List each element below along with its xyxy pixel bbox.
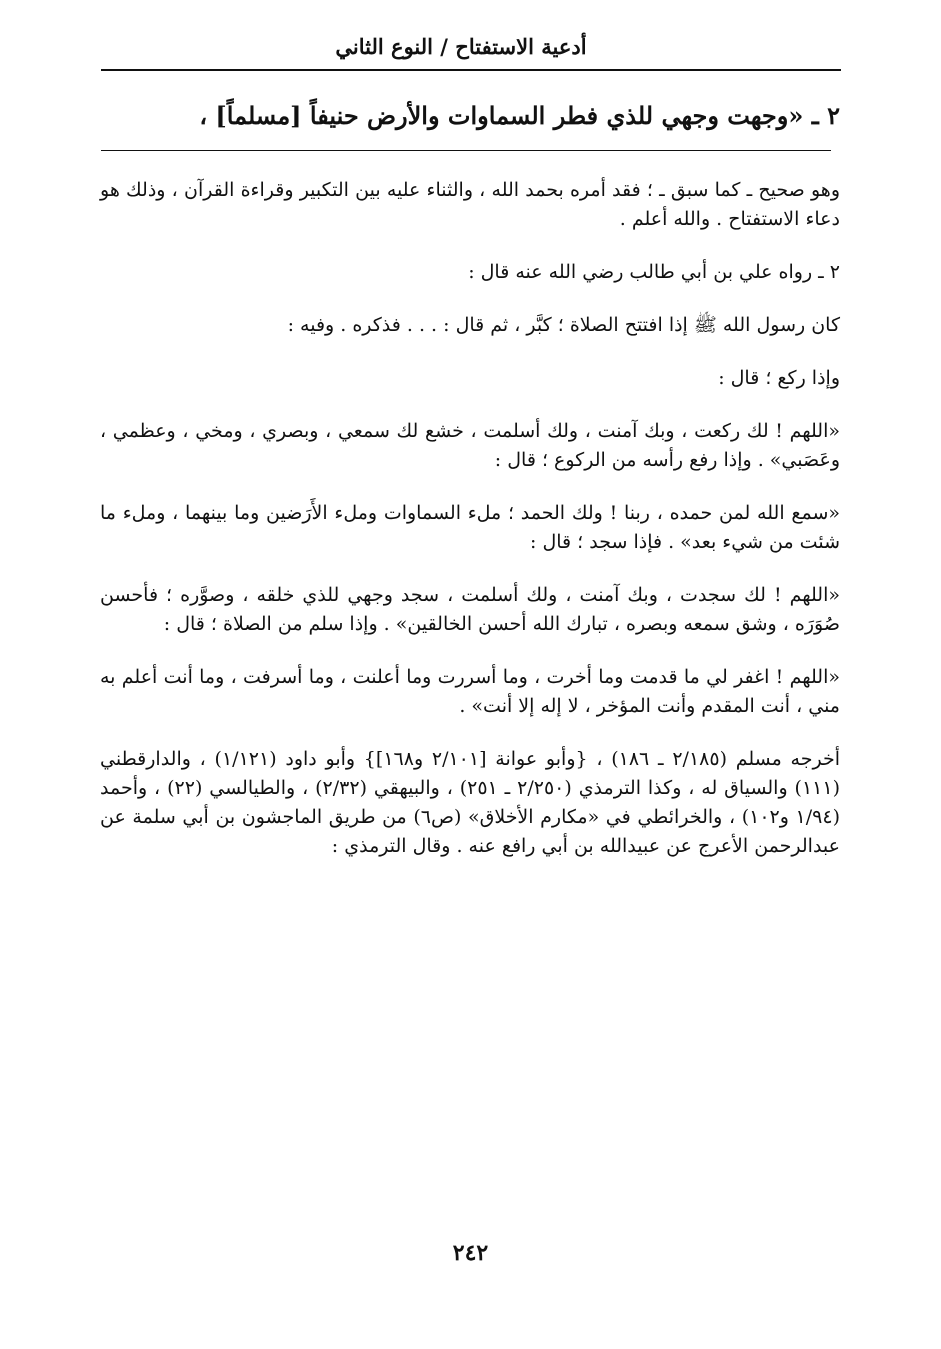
paragraph-ruku-intro: وإذا ركع ؛ قال : [718,367,840,389]
paragraph-sujud-supplication: «اللهم ! لك سجدت ، وبك آمنت ، ولك أسلمت ، سجد وجهي للذي خلقه ، وصوَّره ؛ فأحسن صُوَرَه ، وشق سمعه وبصره ، تبارك الله أحسن الخالقين» . وإذا سلم من الصلاة ؛ قال : [100,584,840,635]
title-underline [101,150,831,151]
running-header: أدعية الاستفتاح / النوع الثاني [335,34,587,59]
paragraph-commentary: وهو صحيح ـ كما سبق ـ ؛ فقد أمره بحمد الله ، والثناء عليه بين التكبير وقراءة القرآن ، وذلك هو دعاء الاستفتاح . والله أعلم . [100,179,840,230]
paragraph-hadith-opening: كان رسول الله ﷺ إذا افتتح الصلاة ؛ كبَّر ، ثم قال : . . . فذكره . وفيه : [287,314,840,336]
paragraph-taslim-supplication: «اللهم ! اغفر لي ما قدمت وما أخرت ، وما أسررت وما أعلنت ، وما أسرفت ، وما أنت أعلم به مني ، أنت المقدم وأنت المؤخر ، لا إله إلا أنت» . [100,666,840,717]
paragraph-narration-intro: ٢ ـ رواه علي بن أبي طالب رضي الله عنه قال : [468,261,840,283]
paragraph-ruku-supplication: «اللهم ! لك ركعت ، وبك آمنت ، ولك أسلمت ، خشع لك سمعي ، وبصري ، ومخي ، وعظمي ، وعَصَبي» . وإذا رفع رأسه من الركوع ؛ قال : [100,420,840,471]
page-number: ٢٤٢ [452,1240,489,1266]
body-text [100,176,840,885]
section-title: ٢ ـ «وجهت وجهي للذي فطر السماوات والأرض حنيفاً [مسلماً] ، [199,101,840,130]
paragraph-rising-supplication: «سمع الله لمن حمده ، ربنا ! ولك الحمد ؛ ملء السماوات وملء الأَرَضين وما بينهما ، وملء ما شئت من شيء بعد» . فإذا سجد ؛ قال : [100,502,840,553]
header-divider [101,69,841,71]
paragraph-takhrij: أخرجه مسلم (٢/١٨٥ ـ ١٨٦) ، {وأبو عوانة [٢/١٠١ و١٦٨]} وأبو داود (١/١٢١) ، والدارقطني (١١١) والسياق له ، وكذا الترمذي (٢/٢٥٠ ـ ٢٥١) ، والبيهقي (٢/٣٢) ، والطيالسي (٢٢) ، وأحمد (١/٩٤ و١٠٢) ، والخرائطي في «مكارم الأخلاق» (ص٦) من طريق الماجشون بن أبي سلمة عن عبدالرحمن الأعرج عن عبيدالله بن أبي رافع عنه . وقال الترمذي : [100,748,840,857]
